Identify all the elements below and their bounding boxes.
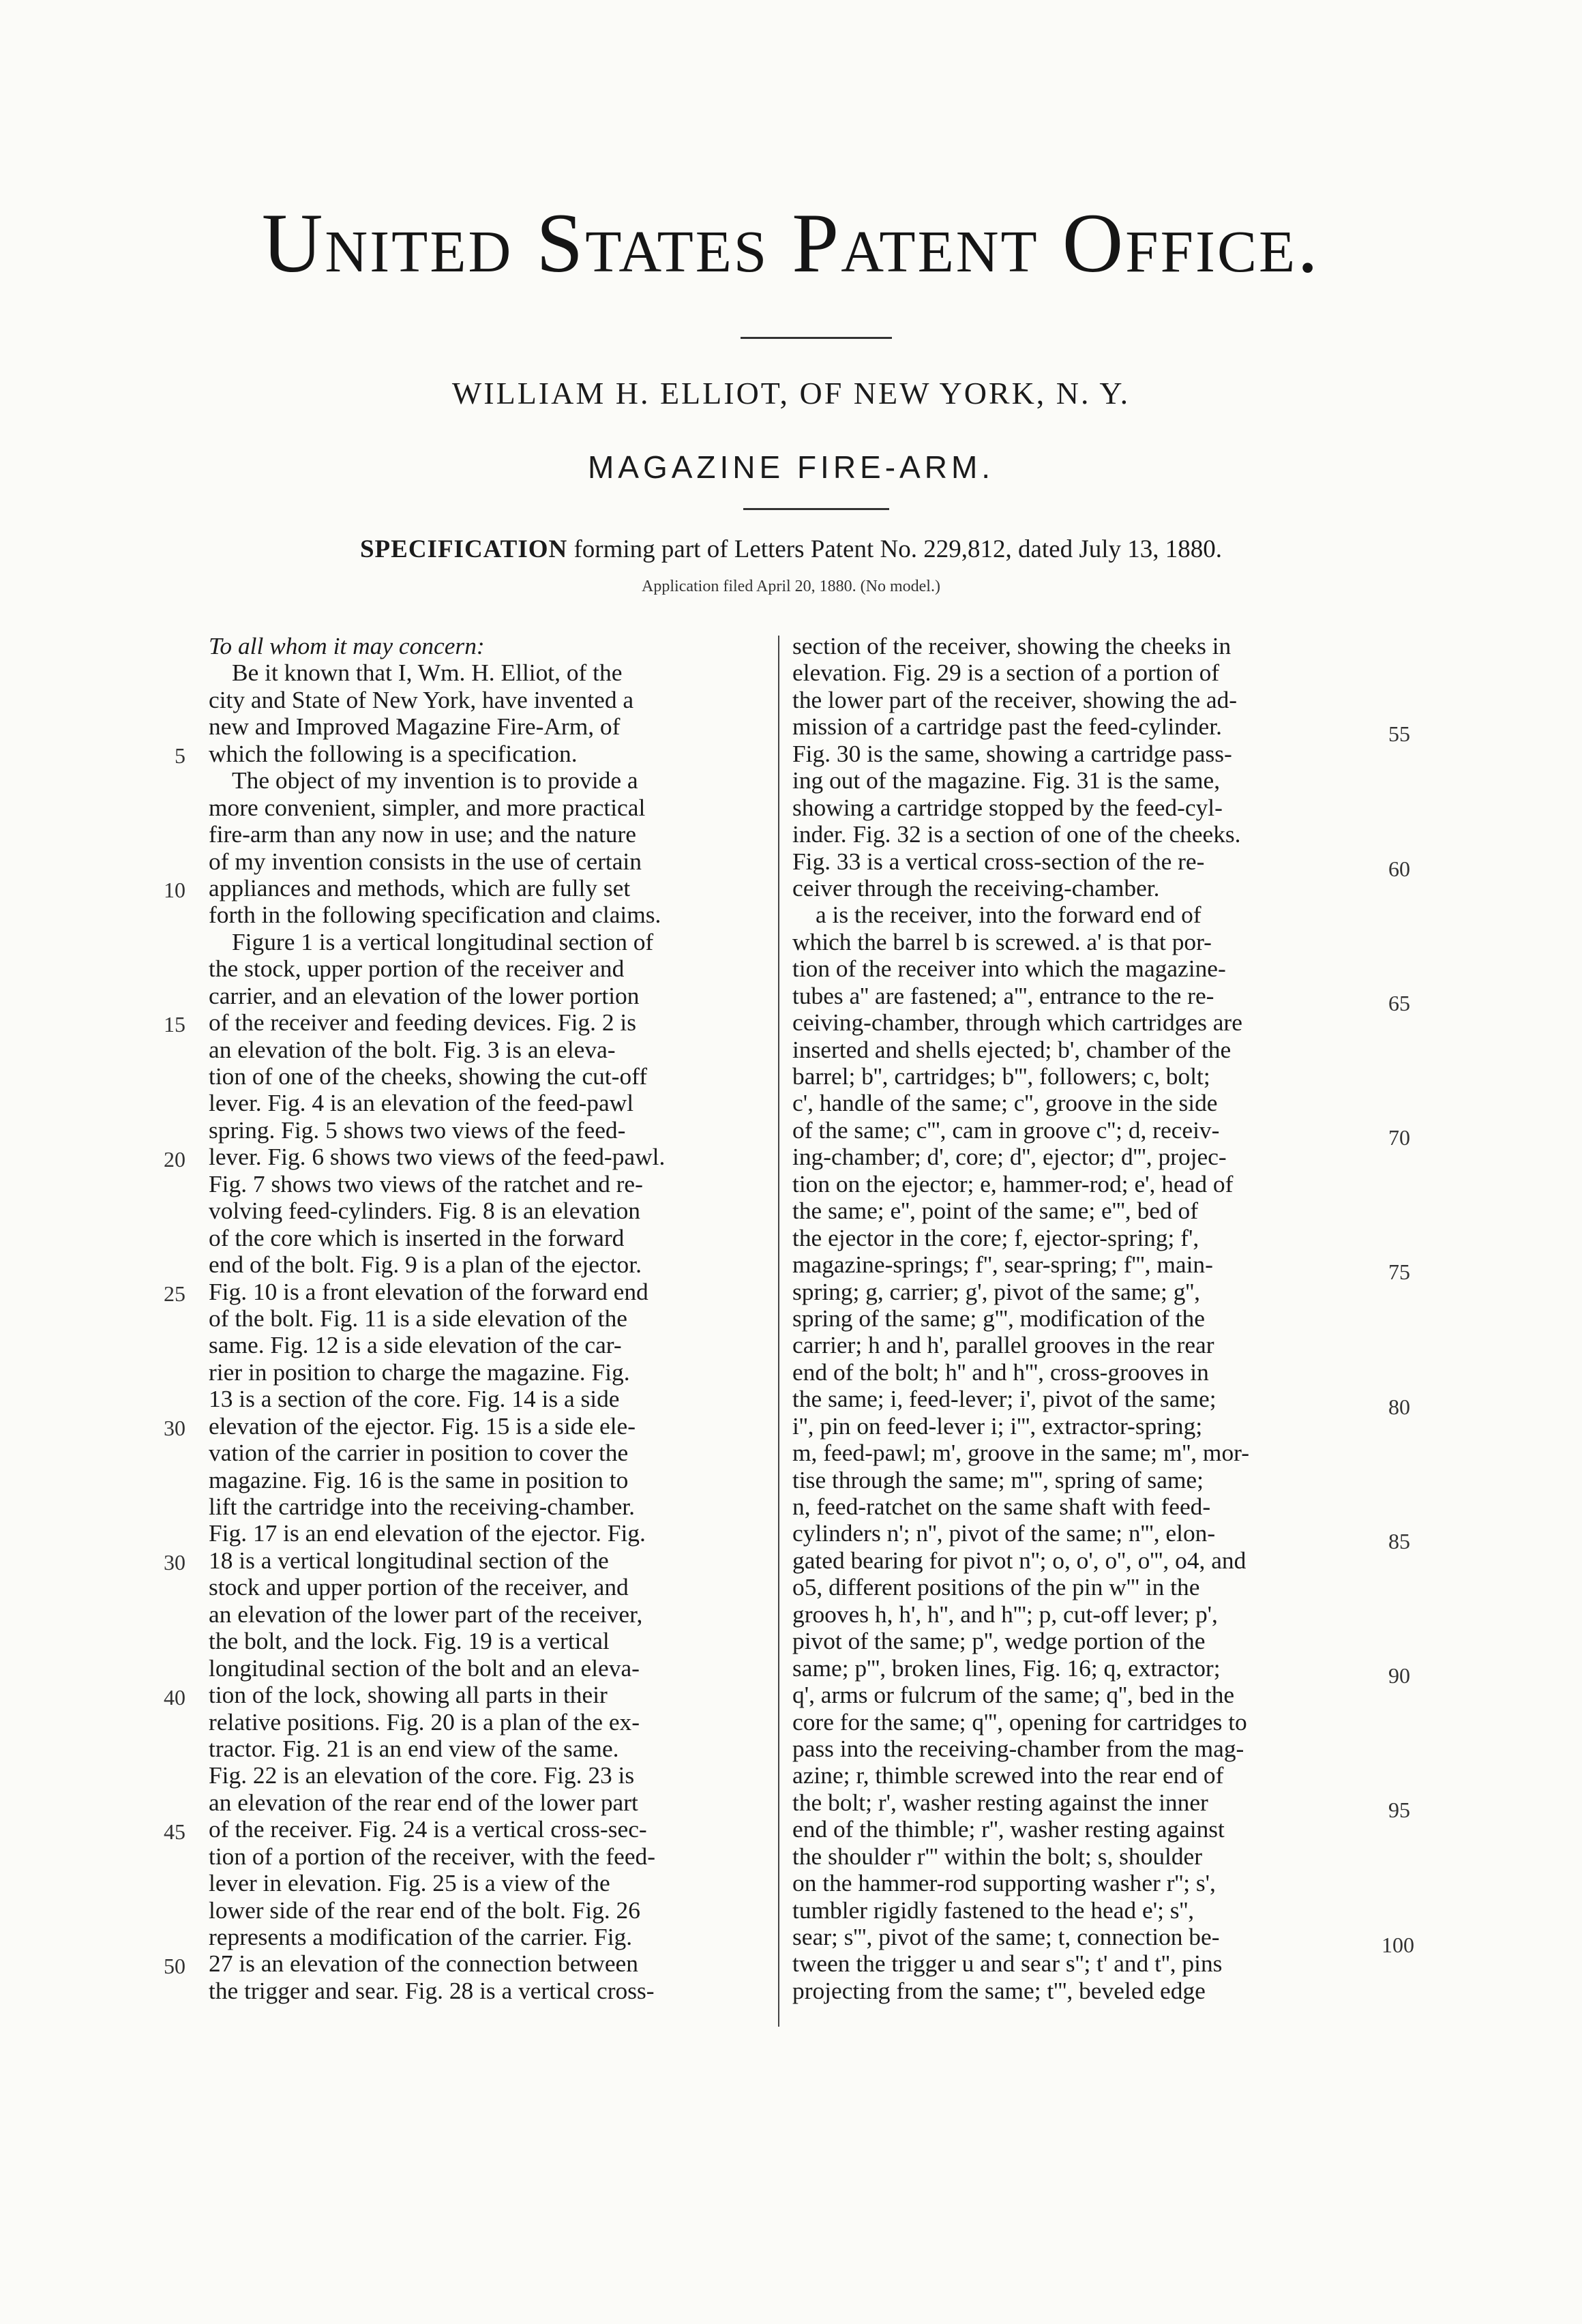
right-column-line: tion of the receiver into which the magazine-: [792, 955, 1226, 983]
right-column-line: inserted and shells ejected; b', chamber of the: [792, 1035, 1232, 1063]
left-column-line: of my invention consists in the use of certain: [209, 847, 642, 875]
right-column-line: grooves h, h', h'', and h'''; p, cut-off lever; p',: [792, 1600, 1218, 1628]
left-column-line: more convenient, simpler, and more practical: [209, 793, 646, 821]
right-line-number: 75: [1388, 1260, 1410, 1285]
right-column-line: a is the receiver, into the forward end of: [816, 901, 1202, 929]
right-column-line: core for the same; q''', opening for cartridges to: [792, 1708, 1247, 1735]
right-column-line: the shoulder r''' within the bolt; s, shoulder: [792, 1842, 1203, 1870]
left-column-line: The object of my invention is to provide a: [232, 766, 638, 794]
right-text-column: [792, 633, 1352, 2004]
right-column-line: the same; i, feed-lever; i', pivot of the same;: [792, 1385, 1217, 1413]
right-column-line: cylinders n'; n'', pivot of the same; n''', elon-: [792, 1519, 1216, 1547]
left-column-line: lever. Fig. 4 is an elevation of the feed-pawl: [209, 1089, 634, 1117]
specification-label: SPECIFICATION: [359, 535, 568, 563]
right-column-line: c', handle of the same; c'', groove in the side: [792, 1089, 1218, 1117]
right-column-line: tubes a'' are fastened; a''', entrance to the re-: [792, 981, 1214, 1009]
right-column-line: ing out of the magazine. Fig. 31 is the same,: [792, 766, 1221, 794]
left-column-line: an elevation of the rear end of the lower part: [209, 1788, 638, 1816]
left-column-line: lower side of the rear end of the bolt. Fig. 26: [209, 1896, 640, 1924]
right-column-line: tion on the ejector; e, hammer-rod; e', head of: [792, 1170, 1234, 1197]
right-column-line: pivot of the same; p'', wedge portion of the: [792, 1627, 1206, 1655]
right-line-number: 95: [1388, 1798, 1410, 1823]
right-column-line: mission of a cartridge past the feed-cylinder.: [792, 713, 1222, 741]
left-line-number: 10: [164, 878, 185, 903]
right-column-line: barrel; b'', cartridges; b''', followers; c, bolt;: [792, 1062, 1210, 1090]
left-column-line: spring. Fig. 5 shows two views of the feed-: [209, 1116, 626, 1144]
left-line-number: 30: [164, 1416, 185, 1441]
right-column-line: m, feed-pawl; m', groove in the same; m'', mor-: [792, 1439, 1250, 1467]
left-column-line: Be it known that I, Wm. H. Elliot, of the: [232, 659, 623, 687]
left-column-line: 18 is a vertical longitudinal section of the: [209, 1546, 609, 1574]
left-column-line: same. Fig. 12 is a side elevation of the car-: [209, 1331, 622, 1359]
right-column-line: on the hammer-rod supporting washer r''; s',: [792, 1869, 1216, 1897]
left-text-column: [209, 633, 768, 2004]
left-column-line: elevation of the ejector. Fig. 15 is a side ele-: [209, 1412, 636, 1440]
left-column-line: magazine. Fig. 16 is the same in position to: [209, 1465, 629, 1493]
office-title: United States Patent Office.: [261, 196, 1321, 290]
left-column-line: Fig. 10 is a front elevation of the forward end: [209, 1277, 648, 1305]
specification-line: [0, 535, 1582, 565]
left-line-number: 40: [164, 1684, 185, 1710]
left-column-line: relative positions. Fig. 20 is a plan of the ex-: [209, 1708, 640, 1735]
right-line-number: 60: [1388, 856, 1410, 881]
left-column-line: carrier, and an elevation of the lower portion: [209, 981, 640, 1009]
right-column-line: i'', pin on feed-lever i; i''', extractor-spring;: [792, 1412, 1203, 1440]
right-line-number: 100: [1382, 1932, 1414, 1957]
right-column-line: showing a cartridge stopped by the feed-cyl-: [792, 793, 1223, 821]
left-column-line: the bolt, and the lock. Fig. 19 is a vertical: [209, 1627, 610, 1655]
right-column-line: end of the bolt; h'' and h''', cross-grooves in: [792, 1358, 1209, 1386]
right-column-line: spring of the same; g''', modification of the: [792, 1304, 1205, 1332]
left-column-line: lift the cartridge into the receiving-chamber.: [209, 1493, 635, 1520]
left-column-line: Figure 1 is a vertical longitudinal section of: [232, 927, 654, 955]
left-column-line: stock and upper portion of the receiver, and: [209, 1573, 629, 1601]
inventor-line: WILLIAM H. ELLIOT, OF NEW YORK, N. Y.: [451, 376, 1131, 411]
left-line-number: 5: [175, 743, 185, 768]
right-column-line: Fig. 33 is a vertical cross-section of the re-: [792, 847, 1205, 875]
column-divider: [778, 636, 779, 2027]
left-column-line: of the receiver and feeding devices. Fig. 2 is: [209, 1009, 636, 1037]
right-column-line: n, feed-ratchet on the same shaft with feed-: [792, 1493, 1211, 1520]
title-rule: [743, 508, 889, 510]
left-column-line: city and State of New York, have invented a: [209, 685, 634, 713]
left-column-line: an elevation of the lower part of the receiver,: [209, 1600, 643, 1628]
left-line-number: 45: [164, 1819, 185, 1844]
right-column-line: the ejector in the core; f, ejector-spring; f',: [792, 1223, 1199, 1251]
right-line-number: 90: [1388, 1663, 1410, 1688]
left-column-line: fire-arm than any now in use; and the nature: [209, 820, 636, 848]
right-column-line: azine; r, thimble screwed into the rear end of: [792, 1761, 1224, 1789]
left-column-line: To all whom it may concern:: [209, 632, 485, 659]
right-column-line: q', arms or fulcrum of the same; q'', bed in the: [792, 1681, 1235, 1709]
left-column-line: rier in position to charge the magazine. Fig.: [209, 1358, 630, 1386]
right-line-number: 85: [1388, 1528, 1410, 1553]
left-column-line: Fig. 17 is an end elevation of the ejector. Fig.: [209, 1519, 646, 1547]
header-rule: [741, 337, 892, 339]
left-column-line: Fig. 7 shows two views of the ratchet and re-: [209, 1170, 643, 1197]
left-line-number: 30: [164, 1550, 185, 1575]
right-column-line: section of the receiver, showing the cheeks in: [792, 632, 1232, 659]
left-line-number: 50: [164, 1954, 185, 1979]
invention-title: MAGAZINE FIRE-ARM.: [587, 449, 995, 485]
left-column-line: the stock, upper portion of the receiver and: [209, 955, 625, 983]
specification-details: forming part of Letters Patent No. 229,812, dated July 13, 1880.: [567, 535, 1223, 563]
right-line-number: 80: [1388, 1394, 1410, 1419]
left-column-line: tractor. Fig. 21 is an end view of the same.: [209, 1734, 619, 1762]
right-column-line: the lower part of the receiver, showing the ad-: [792, 685, 1238, 713]
left-column-line: the trigger and sear. Fig. 28 is a vertical cross-: [209, 1976, 655, 2004]
left-column-line: longitudinal section of the bolt and an eleva-: [209, 1654, 640, 1682]
left-line-number: 20: [164, 1146, 185, 1172]
left-line-number: 25: [164, 1281, 185, 1306]
right-column-line: ing-chamber; d', core; d'', ejector; d''', projec-: [792, 1143, 1227, 1171]
left-column-line: vation of the carrier in position to cover the: [209, 1439, 629, 1467]
left-column-line: lever in elevation. Fig. 25 is a view of the: [209, 1869, 610, 1897]
right-column-line: of the same; c''', cam in groove c''; d, receiv-: [792, 1116, 1220, 1144]
right-column-line: carrier; h and h', parallel grooves in the rear: [792, 1331, 1214, 1359]
left-column-line: of the core which is inserted in the forward: [209, 1223, 625, 1251]
right-column-line: end of the thimble; r'', washer resting against: [792, 1815, 1225, 1843]
left-column-line: which the following is a specification.: [209, 739, 578, 767]
right-column-line: tise through the same; m''', spring of same;: [792, 1465, 1204, 1493]
left-column-line: new and Improved Magazine Fire-Arm, of: [209, 713, 621, 741]
left-line-number: 15: [164, 1012, 185, 1037]
left-column-line: forth in the following specification and claims.: [209, 901, 661, 929]
right-column-line: gated bearing for pivot n''; o, o', o'', o''', o4, and: [792, 1546, 1247, 1574]
right-line-number: 70: [1388, 1125, 1410, 1150]
right-column-line: elevation. Fig. 29 is a section of a portion of: [792, 659, 1220, 687]
left-column-line: end of the bolt. Fig. 9 is a plan of the ejector.: [209, 1251, 642, 1279]
left-column-line: of the receiver. Fig. 24 is a vertical cross-sec-: [209, 1815, 647, 1843]
left-column-line: volving feed-cylinders. Fig. 8 is an elevation: [209, 1197, 640, 1225]
right-column-line: ceiving-chamber, through which cartridges are: [792, 1009, 1242, 1037]
right-column-line: the same; e'', point of the same; e''', bed of: [792, 1197, 1199, 1225]
right-column-line: the bolt; r', washer resting against the inner: [792, 1788, 1208, 1816]
right-column-line: o5, different positions of the pin w''' in the: [792, 1573, 1200, 1601]
right-column-line: same; p''', broken lines, Fig. 16; q, extractor;: [792, 1654, 1221, 1682]
application-line: Application filed April 20, 1880. (No model.): [642, 578, 940, 595]
right-line-number: 65: [1388, 990, 1410, 1015]
right-column-line: tumbler rigidly fastened to the head e'; s'',: [792, 1896, 1195, 1924]
left-column-line: an elevation of the bolt. Fig. 3 is an eleva-: [209, 1035, 616, 1063]
right-column-line: sear; s''', pivot of the same; t, connection be-: [792, 1923, 1220, 1950]
right-line-number: 55: [1388, 721, 1410, 747]
right-column-line: inder. Fig. 32 is a section of one of the cheeks.: [792, 820, 1241, 848]
left-column-line: lever. Fig. 6 shows two views of the feed-pawl.: [209, 1143, 666, 1171]
right-column-line: Fig. 30 is the same, showing a cartridge pass-: [792, 739, 1232, 767]
left-column-line: 13 is a section of the core. Fig. 14 is a side: [209, 1385, 620, 1413]
right-column-line: projecting from the same; t''', beveled edge: [792, 1976, 1206, 2004]
right-column-line: ceiver through the receiving-chamber.: [792, 874, 1160, 902]
right-column-line: tween the trigger u and sear s''; t' and t'', pins: [792, 1950, 1223, 1978]
left-column-line: represents a modification of the carrier. Fig.: [209, 1923, 633, 1950]
right-column-line: pass into the receiving-chamber from the mag-: [792, 1734, 1244, 1762]
left-column-line: of the bolt. Fig. 11 is a side elevation of the: [209, 1304, 627, 1332]
right-column-line: spring; g, carrier; g', pivot of the same; g'',: [792, 1277, 1201, 1305]
right-column-line: magazine-springs; f'', sear-spring; f''', main-: [792, 1251, 1213, 1279]
left-column-line: tion of one of the cheeks, showing the cut-off: [209, 1062, 648, 1090]
left-column-line: tion of the lock, showing all parts in their: [209, 1681, 608, 1709]
left-column-line: 27 is an elevation of the connection between: [209, 1950, 638, 1978]
left-column-line: tion of a portion of the receiver, with the feed-: [209, 1842, 656, 1870]
left-column-line: appliances and methods, which are fully set: [209, 874, 631, 902]
right-column-line: which the barrel b is screwed. a' is that por-: [792, 927, 1212, 955]
left-column-line: Fig. 22 is an elevation of the core. Fig. 23 is: [209, 1761, 635, 1789]
